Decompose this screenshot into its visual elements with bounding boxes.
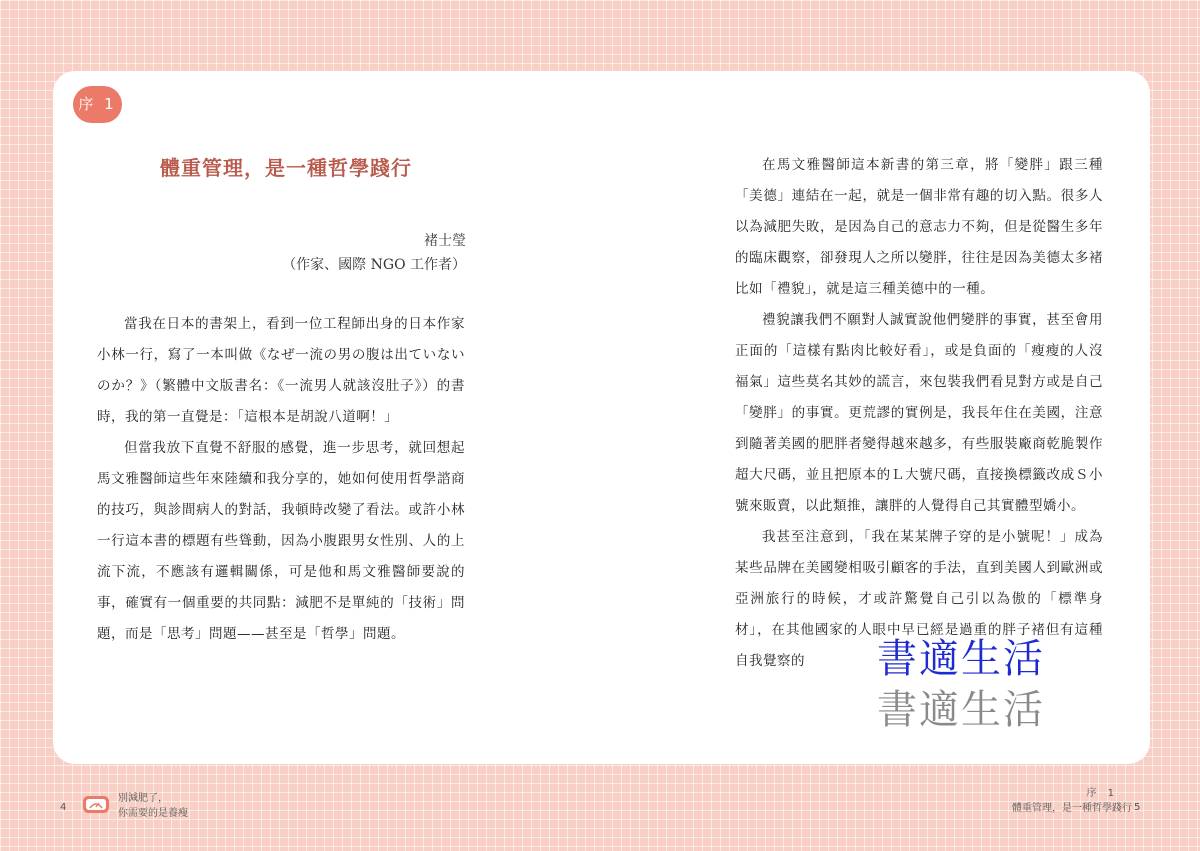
chapter-badge: 序 1 xyxy=(73,86,122,123)
paragraph: 禮貌讓我們不願對人誠實說他們變胖的事實，甚至會用正面的「這樣有點肉比較好看」，或是負面的「瘦瘦的人沒福氣」這些莫名其妙的謊言，來包裝我們看見對方或是自己「變胖」的事實。更荒謬的實例是，我長年住在美國，注意到隨著美國的肥胖者變得越來越多，有些服裝廠商乾脆製作超大尺碼，並且把原本的Ｌ大號尺碼，直接換標籤改成Ｓ小號來販賣，以此類推，讓胖的人覺得自己其實體型嬌小。 xyxy=(735,312,1103,514)
paragraph: 我甚至注意到，「我在某某牌子穿的是小號呢！」成為某些品牌在美國變相吸引顧客的手法，直到美國人到歐洲或亞洲旅行的時候，才或許驚覺自己引以為傲的「標準身材」，在其他國家的人眼中早已經是過重的胖子褚但有這種自我覺察的 xyxy=(735,529,1103,669)
book-title-line2: 你需要的是養瘦 xyxy=(118,808,188,819)
right-running-head xyxy=(1012,786,1132,816)
watermark-gray: 書適生活 xyxy=(877,687,1045,733)
chapter-title: 體重管理，是一種哲學踐行 xyxy=(1012,803,1132,814)
book-title-line1: 別減肥了， xyxy=(118,793,168,804)
author-block xyxy=(282,229,466,277)
author-name: 褚士瑩 xyxy=(424,233,466,249)
left-page-number: 4 xyxy=(60,802,67,813)
right-page-body xyxy=(735,150,1103,677)
scale-icon xyxy=(82,793,110,815)
paragraph: 在馬文雅醫師這本新書的第三章，將「變胖」跟三種「美德」連結在一起，就是一個非常有趣的切入點。很多人以為減肥失敗，是因為自己的意志力不夠，但是從醫生多年的臨床觀察，卻發現人之所以變胖，往往是因為美德太多褚比如「禮貌」，就是這三種美德中的一種。 xyxy=(735,157,1103,297)
left-page-body xyxy=(97,309,465,650)
left-book-title xyxy=(118,791,188,821)
chapter-label: 序 1 xyxy=(1086,788,1118,799)
author-role: （作家、國際 NGO 工作者） xyxy=(282,257,466,273)
paragraph: 但當我放下直覺不舒服的感覺，進一步思考，就回想起馬文雅醫師這些年來陸續和我分享的，她如何使用哲學諮商的技巧，與診間病人的對話，我頓時改變了看法。或許小林一行這本書的標題有些聳動，因為小腹跟男女性別、人的上流下流，不應該有邏輯關係，可是他和馬文雅醫師要說的事，確實有一個重要的共同點：減肥不是單純的「技術」問題，而是「思考」問題——甚至是「哲學」問題。 xyxy=(97,440,465,642)
watermark-blue: 書適生活 xyxy=(877,636,1045,682)
right-page-number: 5 xyxy=(1134,802,1141,813)
paragraph: 當我在日本的書架上，看到一位工程師出身的日本作家小林一行，寫了一本叫做《なぜ一流の男の腹は出ていないのか？》（繁體中文版書名：《一流男人就該沒肚子》）的書時，我的第一直覺是：「這根本是胡說八道啊！」 xyxy=(97,316,465,425)
page-title: 體重管理，是一種哲學踐行 xyxy=(160,156,412,180)
